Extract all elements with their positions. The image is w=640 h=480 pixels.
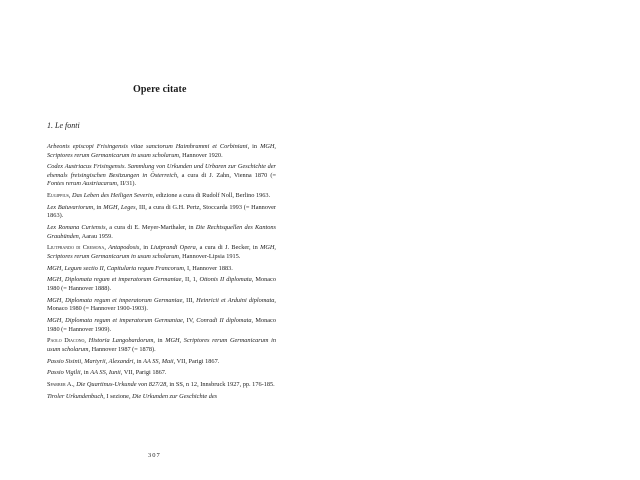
entry-text-run: Das Leben des Heiligen Severin <box>72 192 153 200</box>
entry-text-run: Die Rechtsquellen des Kantons Graubünden <box>47 224 276 240</box>
entry-text-run: AA SS, Iunii <box>90 369 121 377</box>
entry-text-run: Conradi II diplomata <box>196 316 252 324</box>
entry-text-run: , <box>68 192 73 200</box>
entry-text-run: , a cura di J. Becker, in <box>195 244 261 252</box>
entry-text-run: , in <box>139 244 151 252</box>
section-heading: 1. Le fonti <box>47 121 80 130</box>
entry-text-run: Tiroler Urkundenbuch <box>47 392 104 400</box>
bibliography-entry <box>47 143 276 160</box>
entry-text-run: MGH, Diplomata regum et imperatorum Germaniae <box>47 276 182 284</box>
entry-text-run: , <box>274 143 276 150</box>
entry-text-run: , <box>84 337 89 345</box>
entry-text-run: , II, 1, <box>181 276 200 284</box>
bibliography-entry <box>47 358 276 367</box>
bibliography-entry <box>47 265 276 274</box>
bibliography-entry <box>47 297 276 314</box>
entry-text-run: MGH, Diplomata regum et imperatorum Germaniae <box>47 316 183 324</box>
entry-text-run: , Hannover 1987 (= 1878). <box>88 345 156 353</box>
bibliography-entry <box>47 381 276 390</box>
entry-text-run: Heinricii et Arduini diplomata <box>196 296 275 304</box>
bibliography-entry <box>47 276 276 293</box>
bibliography-entry <box>47 337 276 354</box>
entry-text-run: , VII, Parigi 1867. <box>173 357 220 365</box>
entry-text-run: , I, Hannover 1883. <box>183 264 233 272</box>
bibliography-entry <box>47 192 276 201</box>
entry-text-run: Die Quartinus-Urkunde von 827/28 <box>76 380 167 388</box>
entry-text-run: Historia Langobardorum <box>88 337 154 345</box>
entry-text-run: , in <box>133 357 144 365</box>
entry-text-run: , III, a cura di G.H. Pertz, Stoccarda 1993 (= Hannover 1863). <box>47 203 277 220</box>
entry-text-run: , a cura di J. Zahn, Vienna 1870 (= <box>176 171 276 179</box>
entry-text-run: , II/31). <box>116 180 137 188</box>
entry-text-run: , VII, Parigi 1867. <box>120 369 167 377</box>
bibliography-entry <box>47 369 276 378</box>
bibliography-entry <box>47 204 276 221</box>
entry-text-run: Liutprandi Opera <box>150 244 196 252</box>
entry-text-run: , edizione a cura di Rudolf Noll, Berlino 1963. <box>152 192 271 200</box>
entry-text-run: Eugippius <box>47 192 69 200</box>
entry-text-run: , a cura di E. Meyer-Marthaler, in <box>105 224 196 232</box>
entry-text-run: Passio Sisinii, Martyrii, Alexandri <box>47 357 134 365</box>
entry-text-run: , in <box>153 337 166 345</box>
entry-text-run: Paolo Diacono <box>47 337 85 345</box>
entry-text-run: MGH, Legum sectio II, Capitularia regum Francorum <box>47 264 184 272</box>
entry-text-run: AA SS, Maii <box>143 357 174 365</box>
entry-text-run: A., <box>65 380 77 388</box>
bibliography-list <box>47 143 276 404</box>
entry-text-run: , <box>104 244 109 252</box>
entry-text-run: MGH, Leges <box>103 203 136 211</box>
page-title: Opere citate <box>133 84 187 95</box>
bibliography-entry <box>47 224 276 241</box>
entry-text-run: , IV, <box>182 316 197 324</box>
entry-text-run: , Monaco 1980 (= Hannover 1900-1903). <box>47 296 276 313</box>
bibliography-entry <box>47 244 276 261</box>
bibliography-entry <box>47 163 276 189</box>
entry-text-run: , I sezione, <box>103 392 133 400</box>
entry-text-run: MGH <box>260 143 275 150</box>
entry-text-run: , Monaco 1980 (= Hannover 1888). <box>47 276 276 292</box>
entry-text-run: , Monaco 1980 (= Hannover 1909). <box>47 316 276 333</box>
bibliography-entry <box>47 317 276 334</box>
entry-text-run: , Hannover-Lipsia 1915. <box>178 253 241 260</box>
entry-text-run: Antapodosis <box>108 244 140 252</box>
entry-text-run: Scriptores rerum Germanicarum in usum scholarum <box>47 253 179 260</box>
entry-text-run: , in SS, n 12, Innsbruck 1927, pp. 176-185. <box>166 380 275 388</box>
entry-text-run: MGH, Diplomata regum et imperatorum Germaniae <box>47 296 183 304</box>
entry-text-run: , <box>274 244 276 252</box>
entry-text-run: , in <box>93 203 104 211</box>
entry-text-run: Scriptores rerum Germanicarum in usum scholarum <box>47 151 179 159</box>
entry-text-run: Ottonis II diplomata <box>199 276 252 284</box>
page-number: 307 <box>148 452 161 459</box>
entry-text-run: Passio Vigilii <box>47 369 81 377</box>
entry-text-run: , in <box>80 369 91 377</box>
entry-text-run: Lex Romana Curiensis <box>47 224 106 232</box>
entry-text-run: Fontes rerum Austriacarum <box>47 180 117 188</box>
entry-text-run: Codex Austriacus Frisingensis. Sammlung von Urkunden und Urbaren zur Geschichte der ehemals freisingischen Besitzungen in Österreich <box>47 163 276 179</box>
entry-text-run: MGH <box>260 244 275 252</box>
entry-text-run: Sparber <box>47 380 66 388</box>
entry-text-run: , III, <box>182 296 197 304</box>
entry-text-run: Die Urkunden zur Geschichte des <box>132 392 218 400</box>
entry-text-run: MGH, Scriptores rerum Germanicarum in usum scholarum <box>47 337 276 353</box>
bibliography-entry <box>47 393 276 402</box>
entry-text-run: , Aarau 1959. <box>78 232 113 240</box>
entry-text-run: Liutprando di Cremona <box>47 244 105 252</box>
entry-text-run: , Hannover 1920. <box>178 151 223 159</box>
entry-text-run: , in <box>247 143 261 150</box>
entry-text-run: Arbeonis episcopi Frisingensis vitae sanctorum Haimhrammi et Corbiniani <box>47 143 248 150</box>
entry-text-run: Lex Baiuvariorum <box>47 203 94 211</box>
